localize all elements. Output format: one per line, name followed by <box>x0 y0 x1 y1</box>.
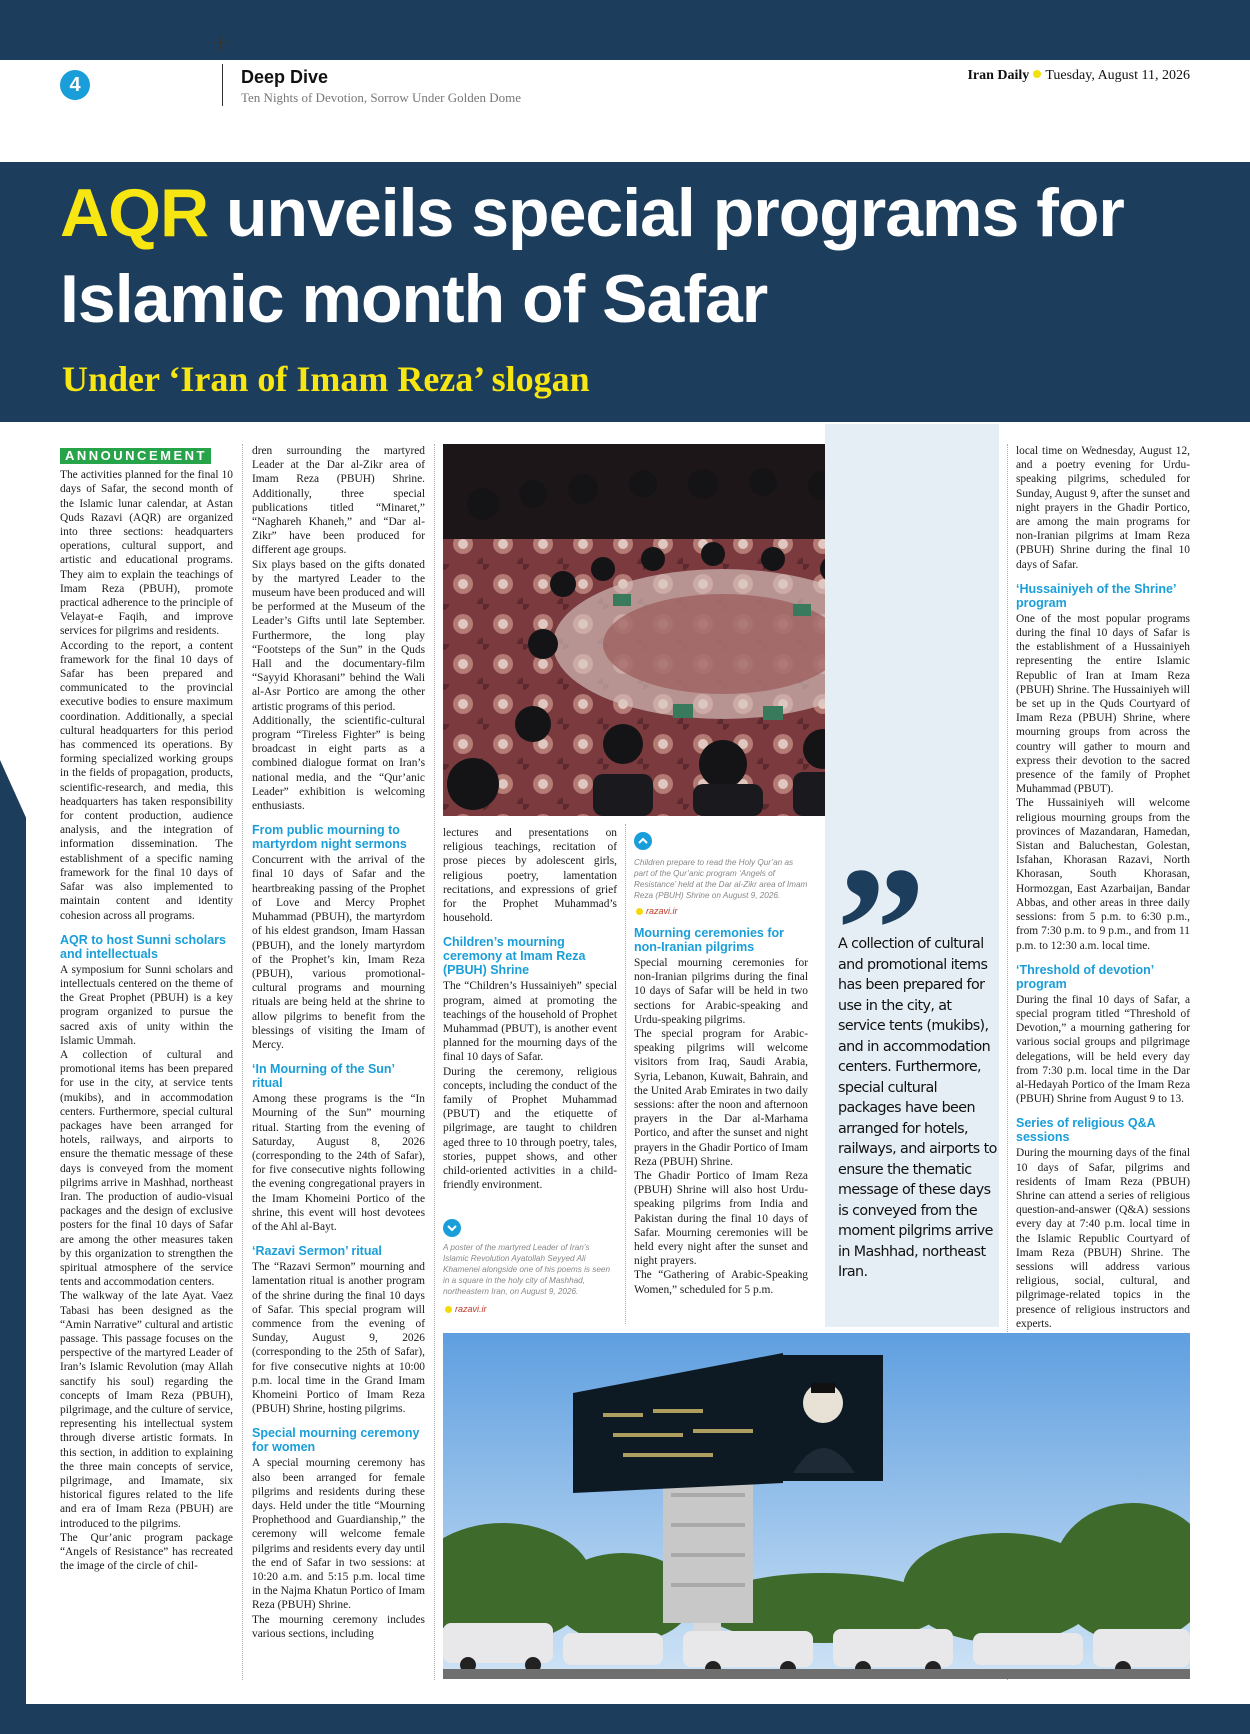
paragraph: According to the report, a content framework for the final 10 days of Safar has been prepared and communicated to the provincial executive bodies to ensure maximum coordination. Additionally, a special cultural headquarters for this period has commenced its operations. By forming specialized working groups in the fields of propagation, products, scientific-research, and media, this headquarters has taken responsibility for content production, audience analysis, and the integration of information dissemination. The establishment of a specific naming framework for the final 10 days of Safar was also implemented to maintain content and identity cohesion across all programs. <box>60 639 233 922</box>
paragraph: During the ceremony, religious concepts, including the conduct of the family of Prophet Muhammad (PBUT) and the etiquette of pilgrimage, are taught to children aged three to 10 through poetry, tales, stories, puppet shows, and other child-oriented activities in a child-friendly environment. <box>443 1065 617 1192</box>
subheading: ‘Hussainiyeh of the Shrine’ program <box>1016 581 1176 610</box>
paragraph: The Qur’anic program package “Angels of Resistance” has recreated the image of the circle of chil- <box>60 1531 233 1573</box>
column-divider <box>625 824 626 1324</box>
quote-mark-icon <box>836 850 926 940</box>
left-decor <box>0 760 26 1720</box>
subheading: Series of religious Q&A sessions <box>1016 1116 1156 1145</box>
paragraph: Among these programs is the “In Mourning of the Sun” mourning ritual. Starting from the evening of Saturday, August 8, 2026 (corresponding to the 24th of Safar), for five consecutive nights following the evening congregational prayers in the Imam Khomeini Portico of the shrine, this event will host devotees of the Ahl al-Bayt. <box>252 1093 425 1233</box>
photo-credit <box>445 1304 487 1314</box>
paragraph: local time on Wednesday, August 12, and a poetry evening for Urdu-speaking pilgrims, scheduled for Sunday, August 9, after the sunset and night prayers in the Ghadir Portico, are among the main programs for non-Iranian pilgrims at Imam Reza (PBUH) Shrine during the final 10 days of Safar. <box>1016 445 1190 571</box>
header-divider <box>222 64 223 106</box>
paragraph: One of the most popular programs during the final 10 days of Safar is the establishment of a Hussainiyeh representing the entire Islamic Republic of Iran at Imam Reza (PBUH) Shrine. The Hussainiyeh will be set up in the Quds Courtyard of Imam Reza (PBUH) Shrine, where mourning groups from across the country will gather to mourn and express their devotion to the sacred presence of the family of Prophet Muhammad (PBUT). <box>1016 612 1190 796</box>
paragraph: During the final 10 days of Safar, a special program titled “Threshold of Devotion,” a mourning gathering for various social groups and pilgrimage delegations, will be held every day from 7:30 p.m. local time in the Dar al-Hedayah Portico of the Imam Reza (PBUH) Shrine from August 9 to 13. <box>1016 993 1190 1106</box>
column-3 <box>443 826 617 1192</box>
paragraph: The walkway of the late Ayat. Vaez Tabasi has been designed as the “Amin Narrative” cultural and artistic passage. This passage focuses on the perspective of the martyred Leader of Iran’s Islamic Revolution (may Allah sanctify his soul) regarding the concepts of Imam Reza (PBUH), pilgrimage, and the culture of service, representing his intellectual system through diverse artistic formats. In this section, in addition to explaining the three main concepts of service, pilgrimage, and Imamate, six historical figures related to the life and era of Imam Reza (PBUH) are introduced to the pilgrims. <box>60 1290 234 1530</box>
issue-date: Tuesday, August 11, 2026 <box>1045 68 1190 83</box>
subheading: ‘Razavi Sermon’ ritual <box>252 1244 382 1259</box>
caption-pointer-up-icon <box>634 832 652 850</box>
paper-name: Iran Daily <box>967 68 1030 83</box>
paragraph: The Ghadir Portico of Imam Reza (PBUH) Shrine will also host Urdu-speaking pilgrims from India and Pakistan during the final 10 days of Safar. Mourning ceremonies will be held every night after the sunset and night prayers. <box>634 1170 808 1268</box>
paragraph: A collection of cultural and promotional items has been prepared for use in the city, at service tents (mukibs), and in accommodation centers. Furthermore, special cultural packages have been arranged for hotels, railways, and airports to ensure the thematic message of these days is conveyed from the moment pilgrims arrive in Mashhad, northeast Iran. The production of audio-visual packages and the design of exclusive posters for the final 10 days of Safar are among the other measures taken by this organization to strengthen the spiritual atmosphere of the service tents and accommodation centers. <box>60 1048 233 1289</box>
photo-credit <box>636 906 678 916</box>
credit-text: razavi.ir <box>455 1304 487 1314</box>
pullquote-text: A collection of cultural and promotional items has been prepared for use in the city, at service tents (mukibs), and in accommodation centers. Furthermore, special cultural packages have been arranged for hotels, railways, and airports to ensure the thematic message of these days is conveyed from the moment pilgrims arrive in Mashhad, northeast Iran. <box>838 936 997 1280</box>
credit-dot <box>636 908 643 915</box>
photo-caption-top: Children prepare to read the Holy Qur’an as part of the Qur’anic program ‘Angels of Resistance’ held at the Dar al-Zikr area of Imam Reza (PBUH) Shrine on August 9, 2026. <box>634 858 808 900</box>
paragraph: During the mourning days of the final 10 days of Safar, pilgrims and residents of Imam Reza (PBUH) Shrine can attend a series of religious question-and-answer (Q&A) sessions every day at 7:40 p.m. local time in the Islamic Republic Courtyard of Imam Reza (PBUH) Shrine. The sessions will address various religious, social, cultural, and pilgrimage-related topics in the presence of religious instructors and experts. <box>1016 1147 1190 1330</box>
paragraph: Additionally, the scientific-cultural program “Tireless Fighter” is being broadcast in eight parts as a combined dialogue format on Iran’s national media, and the “Qur’anic Leader” exhibition is welcoming enthusiasts. <box>252 714 425 813</box>
credit-dot <box>445 1306 452 1313</box>
paragraph: The “Gathering of Arabic-Speaking Women,” scheduled for 5 p.m. <box>634 1269 808 1296</box>
paragraph: The “Razavi Sermon” mourning and lamentation ritual is another program of the shrine during the final 10 days of Safar. This special program will commence from the evening of Sunday, August 9, 2026 (corresponding to the 25th of Safar), for five consecutive nights at 10:00 p.m. local time in the Grand Imam Khomeini Portico of Imam Reza (PBUH) Shrine, hosting pilgrims. <box>252 1261 425 1416</box>
paragraph: The special program for Arabic-speaking pilgrims will welcome visitors from Iraq, Saudi Arabia, Syria, Lebanon, Kuwait, Bahrain, and the United Arab Emirates in two daily sessions: after the noon and afternoon prayers in the Dar al-Marhama Portico, and after the sunset and night prayers in the Ghadir Portico of Imam Reza (PBUH) Shrine. <box>634 1028 808 1168</box>
paragraph: Six plays based on the gifts donated by the martyred Leader to the museum have been produced and will be performed at the Museum of the Leader’s Gifts until late September. Furthermore, the long play “Footsteps of the Sun” in the Quds Hall and the documentary-film “Sayyid Khorasani” behind the Wali al-Asr Portico are among the other artistic programs of this period. <box>252 558 425 713</box>
top-bar <box>0 0 1250 60</box>
section-title: Deep Dive <box>241 67 329 87</box>
headline-rest: unveils special programs for Islamic month of Safar <box>60 175 1124 337</box>
paragraph: The mourning ceremony includes various sections, including <box>252 1613 425 1640</box>
column-4 <box>634 924 808 1297</box>
announcement-label: ANNOUNCEMENT <box>60 448 211 464</box>
column-2 <box>252 444 425 1641</box>
headline-accent: AQR <box>60 175 209 251</box>
paragraph: The activities planned for the final 10 days of Safar, the second month of the Islamic lunar calendar, at Astan Quds Razavi (AQR) are organized into three sections: headquarters operations, cultural support, and artistic and educational programs. They aim to explain the teachings of Imam Reza (PBUH), promote practical adherence to the principle of Velayat-e Faqih, and improve services for pilgrims and residents. <box>60 469 233 638</box>
paragraph: The “Children’s Hussainiyeh” special program, aimed at promoting the teachings of the household of Prophet Muhammad (PBUT), is another event planned for the mourning days of the final 10 days of Safar. <box>443 980 617 1064</box>
paragraph: lectures and presentations on religious teachings, recitation of prose pieces by adolescent girls, religious poetry, lamentation recitations, and expressions of grief for the Prophet Muhammad’s household. <box>443 827 617 925</box>
column-divider <box>434 444 435 1680</box>
paragraph: Special mourning ceremonies for non-Iranian pilgrims during the final 10 days of Safar will be held in two sections for Arabic-speaking and Urdu-speaking pilgrims. <box>634 957 808 1026</box>
subheading: ‘Threshold of devotion’ program <box>1016 962 1154 991</box>
column-divider <box>242 444 243 1680</box>
paragraph: The Hussainiyeh will welcome religious mourning groups from the provinces of Mazandaran, Hamedan, Sistan and Baluchestan, Golestan, Isfahan, Khorasan Razavi, North Khorasan, South Khorasan, Hormozgan, East Azarbaijan, Bandar Abbas, and other areas in three daily sessions: from 5 p.m. to 6:30 p.m., from 7:30 p.m. to 9 p.m., and from 11 p.m. to 12:30 a.m. local time. <box>1016 797 1190 952</box>
subheading: Children’s mourning ceremony at Imam Reza (PBUH) Shrine <box>443 935 586 978</box>
photo-billboard-mashhad <box>443 1333 1190 1679</box>
subheading: AQR to host Sunni scholars and intellectuals <box>60 932 226 961</box>
paragraph: A special mourning ceremony has also been arranged for female pilgrims and residents during these days. Held under the title “Mourning Prophethood and Guardianship,” the ceremony will welcome female pilgrims and residents every day until the end of Safar in two sessions: at 10:20 a.m. and 5:15 p.m. local time in the Najma Khatun Portico of Imam Reza (PBUH) Shrine. <box>252 1457 425 1612</box>
subheading: From public mourning to martyrdom night sermons <box>252 823 407 852</box>
paragraph: Concurrent with the arrival of the final 10 days of Safar and the heartbreaking passing of the Prophet of Love and Mercy Prophet Muhammad (PBUH), the martyrdom of his eldest grandson, Imam Hassan (PBUH), and the lonely martyrdom of the Prophet’s kin, Imam Reza (PBUH), various promotional-cultural programs and mourning rituals are being held at the shrine to allow pilgrims to benefit from the blessings of visiting the Imam of Mercy. <box>252 854 425 1051</box>
masthead <box>967 68 1190 84</box>
registration-mark <box>214 36 228 50</box>
credit-text: razavi.ir <box>646 906 678 916</box>
subheading: Special mourning ceremony for women <box>252 1426 420 1455</box>
headline <box>60 170 1210 342</box>
masthead-dot <box>1033 70 1041 78</box>
subheadline: Under ‘Iran of Imam Reza’ slogan <box>62 359 590 399</box>
column-1 <box>60 448 233 1573</box>
paragraph: A symposium for Sunni scholars and intellectuals centered on the theme of the Great Prophet (PBUH) is a key program organized to pursue the sacred axis of unity within the Islamic Ummah. <box>60 963 233 1047</box>
section-subtitle: Ten Nights of Devotion, Sorrow Under Golden Dome <box>241 90 521 105</box>
subheading: ‘In Mourning of the Sun’ ritual <box>252 1062 395 1091</box>
photo-caption-bottom: A poster of the martyred Leader of Iran’s Islamic Revolution Ayatollah Seyyed Ali Khamenei alongside one of his poems is seen in a square in the holy city of Mashhad, northeastern Iran, on August 9, 2026. <box>443 1243 611 1296</box>
caption-pointer-down-icon <box>443 1219 461 1237</box>
page-number: 4 <box>60 70 90 100</box>
subheading: Mourning ceremonies for non-Iranian pilgrims <box>634 926 785 954</box>
bottom-bar <box>0 1704 1250 1734</box>
paragraph: dren surrounding the martyred Leader at the Dar al-Zikr area of Imam Reza (PBUH) Shrine. Additionally, three special publications titled “Minaret,” “Naghareh Khaneh,” and “Dar al-Zikr” have been produced for different age groups. <box>252 445 425 557</box>
